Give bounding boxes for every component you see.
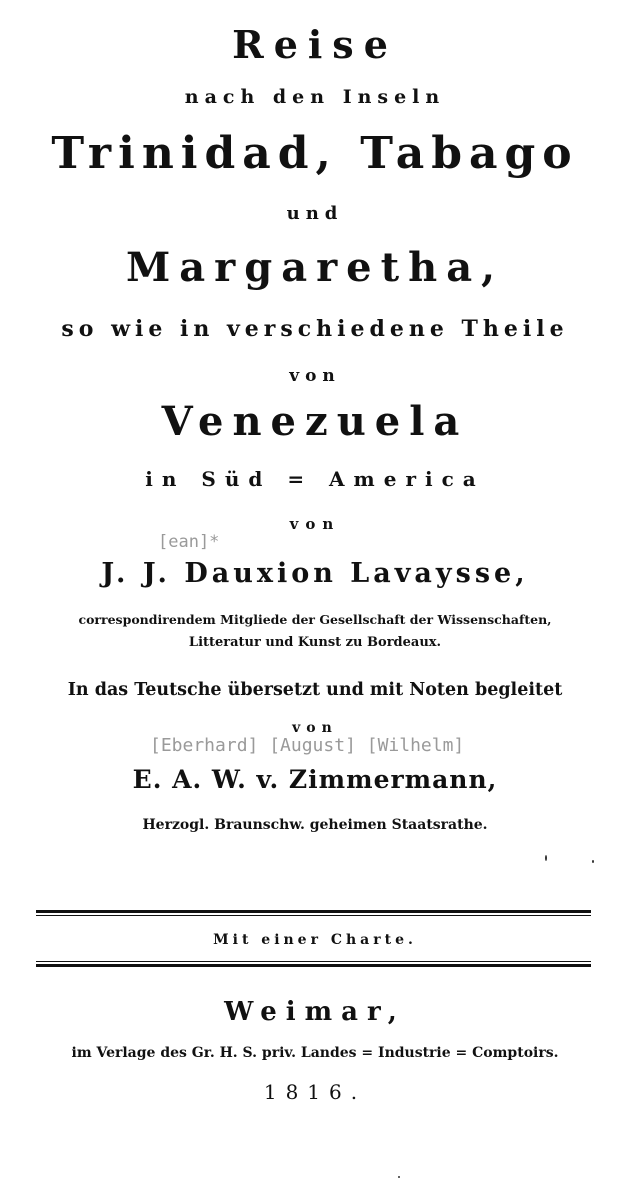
top-double-rule-thick <box>36 910 591 913</box>
author-annotation: [ean]* <box>158 532 220 552</box>
translator-annotation: [Eberhard] [August] [Wilhelm] <box>150 735 465 756</box>
bottom-double-rule-thick <box>36 964 591 967</box>
title-trinidad-tabago: Trinidad, Tabago <box>51 128 579 179</box>
bottom-double-rule-thin <box>36 961 591 962</box>
subtitle-nach-den-inseln: nach den Inseln <box>184 86 446 108</box>
translator-title: Herzogl. Braunschw. geheimen Staatsrathe. <box>142 817 488 833</box>
translator-name: E. A. W. v. Zimmermann, <box>132 765 498 794</box>
paper-speck <box>398 1176 400 1178</box>
title-word-reise: Reise <box>232 22 398 67</box>
map-note: Mit einer Charte. <box>213 932 417 948</box>
conjunction-und: und <box>286 203 344 224</box>
top-double-rule-thin <box>36 915 591 916</box>
paper-speck <box>592 860 594 863</box>
author-affiliation-line2: Litteratur und Kunst zu Bordeaux. <box>188 635 442 650</box>
paper-speck <box>545 855 547 861</box>
place-weimar: Weimar, <box>224 997 406 1027</box>
translation-note: In das Teutsche übersetzt und mit Noten begleitet <box>67 680 563 700</box>
author-affiliation-line1: correspondirendem Mitgliede der Gesellschaft der Wissenschaften, <box>78 612 552 627</box>
title-margaretha: Margaretha, <box>125 244 505 291</box>
subtitle-theile: so wie in verschiedene Theile <box>61 316 569 342</box>
publisher: im Verlage des Gr. H. S. priv. Landes = Industrie = Comptoirs. <box>71 1045 559 1061</box>
author-name: J. J. Dauxion Lavaysse, <box>101 558 529 589</box>
subtitle-sud-america: in Süd = America <box>145 467 485 491</box>
publication-year: 1816. <box>263 1080 367 1104</box>
word-von-1: von <box>289 366 341 386</box>
word-von-2: von <box>289 515 341 533</box>
word-von-3: von <box>292 720 338 736</box>
title-venezuela: Venezuela <box>161 398 469 445</box>
